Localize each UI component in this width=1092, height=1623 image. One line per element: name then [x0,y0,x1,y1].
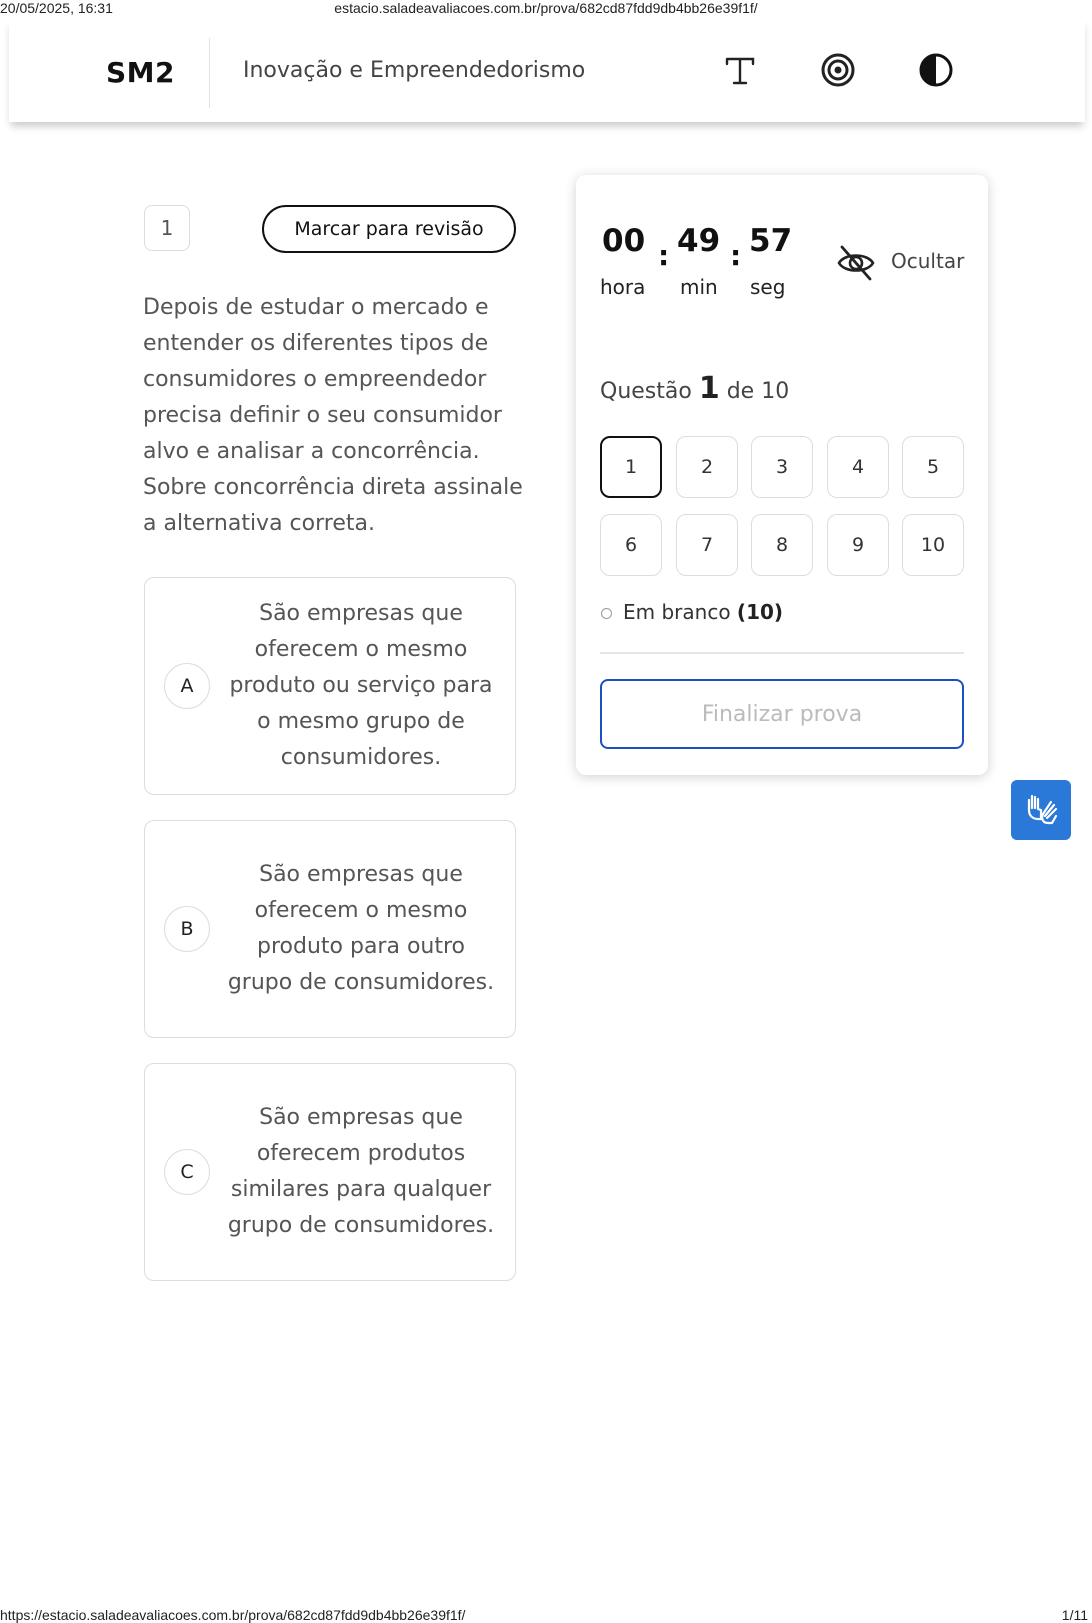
blank-status-dot [601,608,612,619]
eye-off-icon [836,243,876,287]
timer-hours: 00 [602,223,646,259]
sign-language-hands-icon [1021,788,1061,832]
question-nav-8[interactable]: 8 [751,514,813,576]
timer-seconds: 57 [749,223,793,259]
print-footer [0,1607,1092,1623]
exam-status-card [576,175,988,775]
timer-hours-label: hora [600,275,646,299]
option-text: São empresas que oferecem produtos similares para qualquer grupo de consumidores. [227,1105,495,1238]
timer-minutes: 49 [677,223,721,259]
option-letter: B [164,906,210,952]
question-nav-5[interactable]: 5 [902,436,964,498]
timer-minutes-label: min [680,275,718,299]
question-nav-1[interactable]: 1 [600,436,662,498]
print-header [0,0,1092,16]
question-number: 1 [144,205,190,251]
question-counter-prefix: Questão [600,379,692,404]
text-size-icon[interactable] [722,52,758,88]
sign-language-button[interactable] [1011,780,1071,840]
option-letter: A [164,663,210,709]
question-text: Depois de estudar o mercado e entender os diferentes tipos de consumidores o empreendedor precisa definir o seu consumidor alvo e analisar a concorrência. Sobre concorrência direta assinale a alternativa correta. [143,295,523,536]
header-divider [209,38,210,108]
option-a[interactable] [144,577,516,795]
timer-separator: : [730,239,742,272]
question-counter-current: 1 [698,371,720,406]
question-nav-7[interactable]: 7 [676,514,738,576]
option-letter: C [164,1149,210,1195]
blank-status-count: (10) [736,600,784,624]
question-nav-2[interactable]: 2 [676,436,738,498]
question-nav-9[interactable]: 9 [827,514,889,576]
course-title: Inovação e Empreendedorismo [243,58,586,83]
question-nav-4[interactable]: 4 [827,436,889,498]
timer-separator: : [658,239,670,272]
print-url: estacio.saladeavaliacoes.com.br/prova/682cd87fdd9db4bb26e39f1f/ [334,0,758,16]
print-footer-url: https://estacio.saladeavaliacoes.com.br/prova/682cd87fdd9db4bb26e39f1f/ [0,1607,466,1623]
option-text: São empresas que oferecem o mesmo produto para outro grupo de consumidores. [227,862,495,995]
hide-timer-button[interactable] [836,243,976,283]
card-divider [600,652,964,654]
question-counter [600,371,789,406]
top-bar [9,18,1085,122]
question-nav-10[interactable]: 10 [902,514,964,576]
question-nav-6[interactable]: 6 [600,514,662,576]
blank-status-label: Em branco [623,600,731,624]
contrast-icon[interactable] [918,52,954,88]
blank-status [623,600,783,624]
option-c[interactable] [144,1063,516,1281]
mark-for-review-button[interactable]: Marcar para revisão [262,205,516,253]
hide-timer-label: Ocultar [891,249,965,273]
target-icon[interactable] [820,52,856,88]
option-text: São empresas que oferecem o mesmo produto ou serviço para o mesmo grupo de consumidores. [229,601,493,770]
question-nav-3[interactable]: 3 [751,436,813,498]
timer-seconds-label: seg [750,275,786,299]
option-b[interactable] [144,820,516,1038]
print-datetime: 20/05/2025, 16:31 [0,0,113,16]
print-page-number: 1/11 [1061,1607,1088,1623]
question-counter-suffix: de 10 [726,379,790,404]
finish-exam-button[interactable]: Finalizar prova [600,679,964,749]
logo: SM2 [106,56,176,89]
